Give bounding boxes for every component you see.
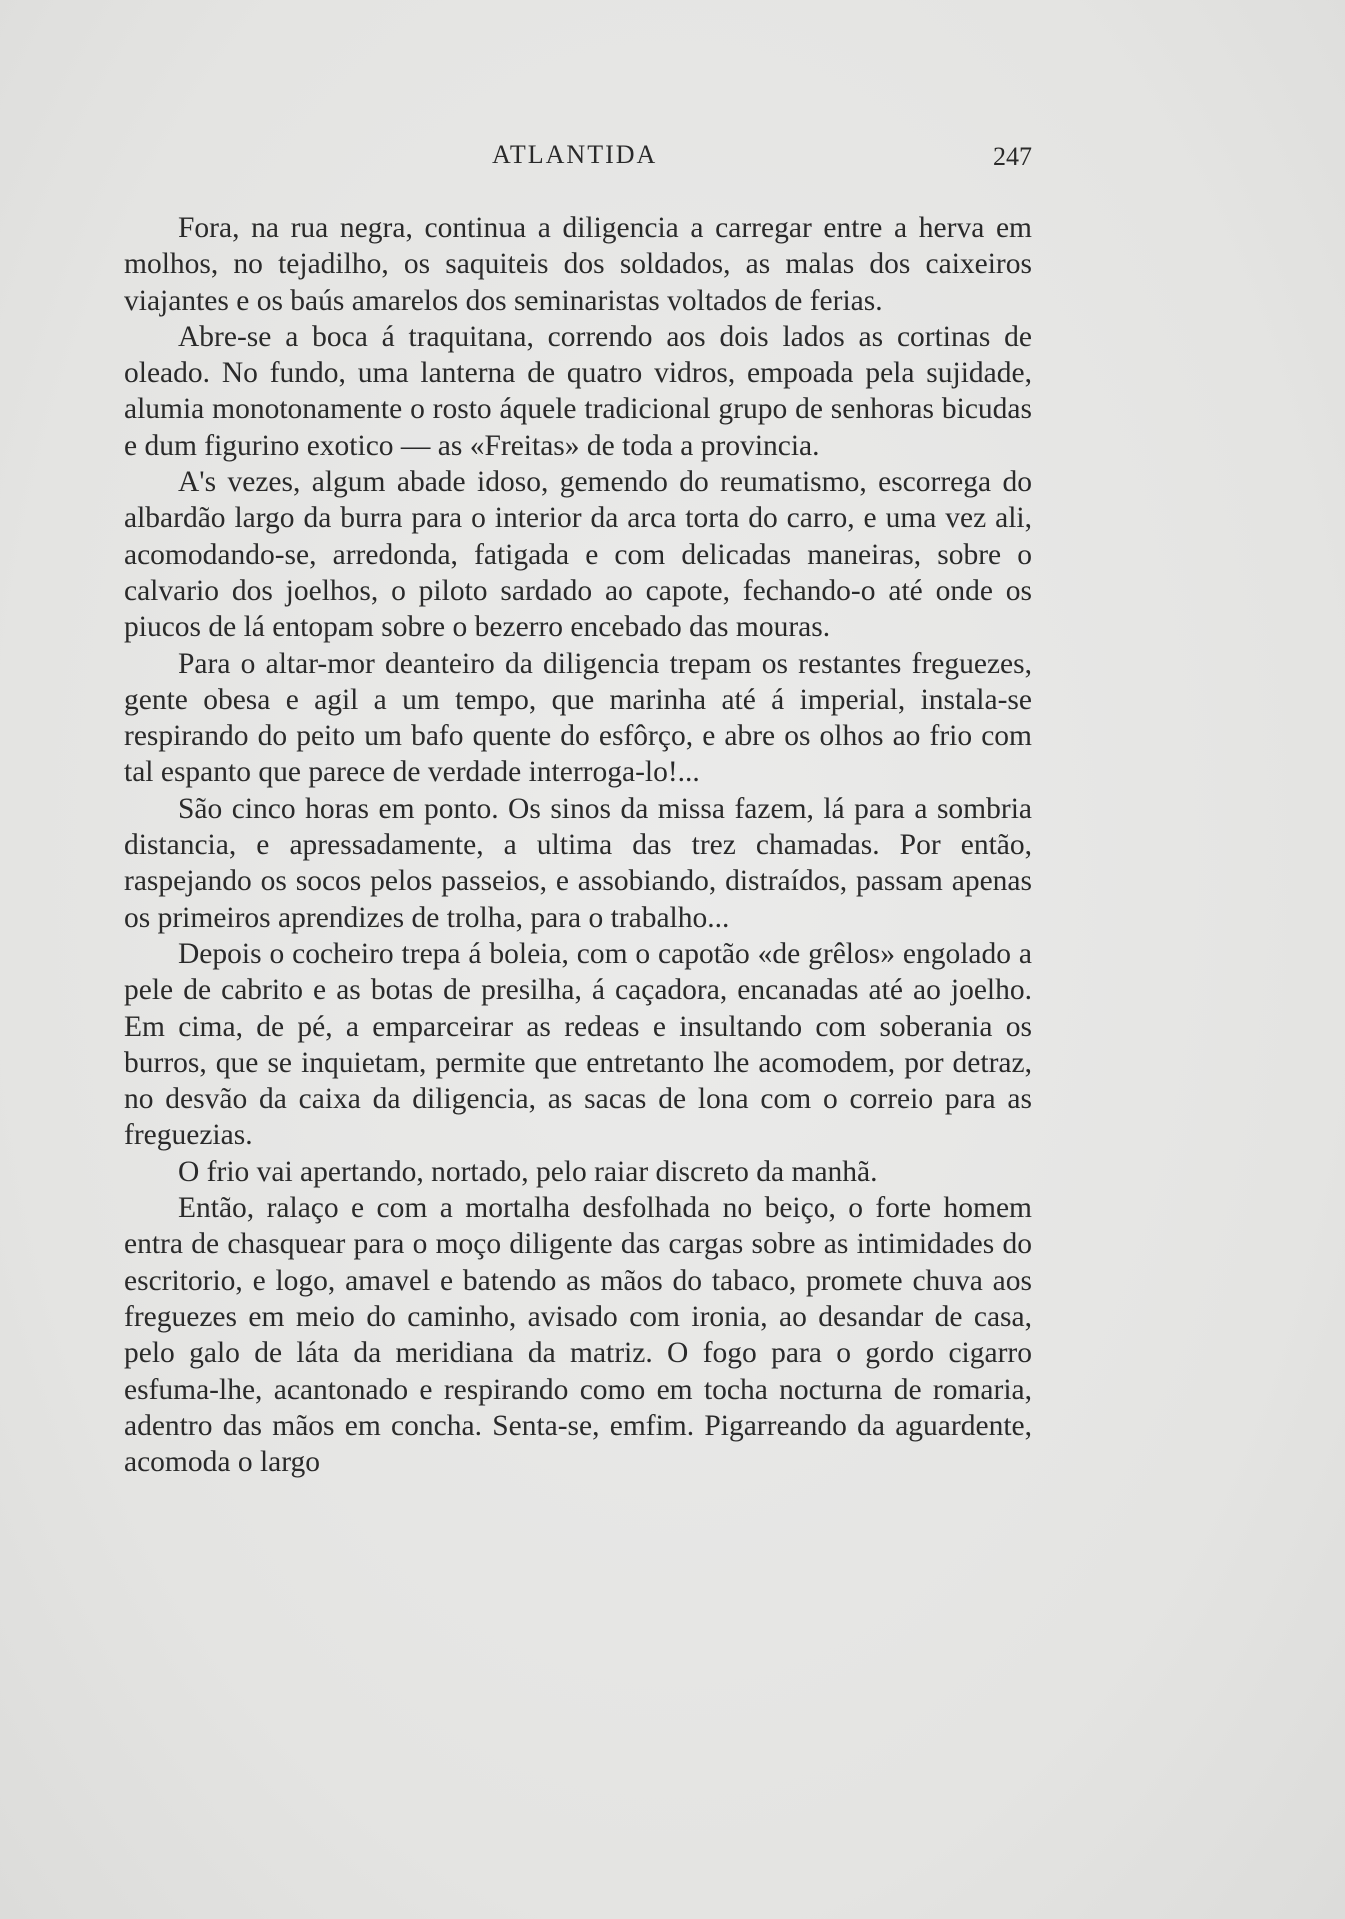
running-title: ATLANTIDA (492, 140, 658, 169)
paragraph: Então, ralaço e com a mortalha desfolhada no beiço, o forte homem entra de chasquear para o moço diligente das cargas sobre as intimidades do escritorio, e logo, amavel e batendo as mãos do tabaco, promete chuva aos freguezes em meio do caminho, avisado com ironia, ao desandar de casa, pelo galo de láta da meridiana da matriz. O fogo para o gordo cigarro esfuma-lhe, acantonado e respirando como em tocha nocturna de romaria, adentro das mãos em concha. Senta-se, emfim. Pigarreando da aguardente, acomoda o largo (124, 1192, 1032, 1479)
paragraph: A's vezes, algum abade idoso, gemendo do reumatismo, escorrega do albardão largo da burra para o interior da arca torta do carro, e uma vez ali, acomodando-se, arredonda, fatigada e com delicadas maneiras, sobre o calvario dos joelhos, o piloto sardado ao capote, fechando-o até onde os piucos de lá entopam sobre o bezerro encebado das mouras. (124, 466, 1032, 644)
body-text (124, 210, 1032, 1480)
paragraph: Abre-se a boca á traquitana, correndo aos dois lados as cortinas de oleado. No fundo, uma lanterna de quatro vidros, empoada pela sujidade, alumia monotonamente o rosto áquele tradicional grupo de senhoras bicudas e dum figurino exotico — as «Freitas» de toda a provincia. (124, 320, 1032, 462)
paragraph: São cinco horas em ponto. Os sinos da missa fazem, lá para a sombria distancia, e apressadamente, a ultima das trez chamadas. Por então, raspejando os socos pelos passeios, e assobiando, distraídos, passam apenas os primeiros aprendizes de trolha, para o trabalho... (124, 792, 1032, 934)
paragraph: Fora, na rua negra, continua a diligencia a carregar entre a herva em molhos, no tejadilho, os saquiteis dos soldados, as malas dos caixeiros viajantes e os baús amarelos dos seminaristas voltados de ferias. (124, 212, 1032, 317)
page-header (124, 140, 1032, 180)
paragraph: Depois o cocheiro trepa á boleia, com o capotão «de grêlos» engolado a pele de cabrito e as botas de presilha, á caçadora, encanadas até ao joelho. Em cima, de pé, a emparceirar as redeas e insultando com soberania os burros, que se inquietam, permite que entretanto lhe acomodem, por detraz, no desvão da caixa da diligencia, as sacas de lona com o correio para as freguezias. (124, 937, 1032, 1152)
paragraph: Para o altar-mor deanteiro da diligencia trepam os restantes freguezes, gente obesa e agil a um tempo, que marinha até á imperial, instala-se respirando do peito um bafo quente do esfôrço, e abre os olhos ao frio com tal espanto que parece de verdade interroga-lo!... (124, 647, 1032, 789)
paragraph: O frio vai apertando, nortado, pelo raiar discreto da manhã. (178, 1155, 878, 1188)
page-number: 247 (993, 142, 1032, 171)
